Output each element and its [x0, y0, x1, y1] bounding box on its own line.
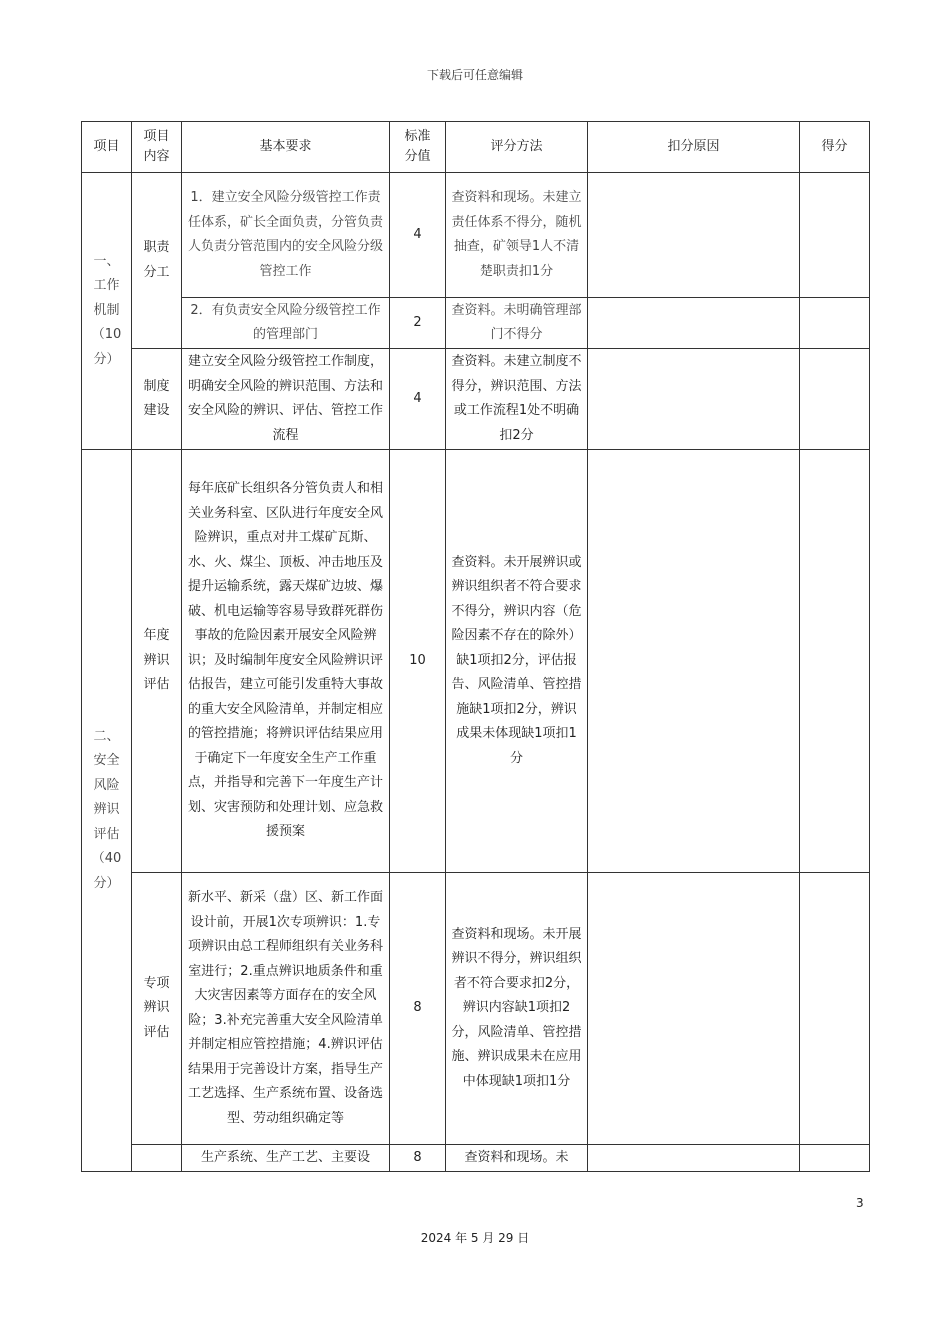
section-label: 一、 工作 机制 （10 分）: [82, 173, 132, 450]
scoring-table: [81, 121, 870, 1172]
table-row: [82, 173, 870, 298]
score-cell: 4: [390, 349, 446, 450]
got-score-cell: [800, 450, 870, 873]
method-cell: 查资料和现场。未建立责任体系不得分，随机抽查，矿领导1人不清楚职责扣1分: [446, 173, 588, 298]
header-got-score: 得分: [800, 122, 870, 173]
got-score-cell: [800, 173, 870, 298]
item-label: 专项 辨识 评估: [132, 873, 182, 1145]
method-cell: 查资料。未明确管理部门不得分: [446, 298, 588, 349]
deduction-reason-cell: [588, 873, 800, 1145]
got-score-cell: [800, 1145, 870, 1172]
item-label: 年度 辨识 评估: [132, 450, 182, 873]
header-deduction-reason: 扣分原因: [588, 122, 800, 173]
score-cell: 2: [390, 298, 446, 349]
section-label: 二、 安全 风险 辨识 评估 （40 分）: [82, 450, 132, 1172]
score-cell: 4: [390, 173, 446, 298]
requirement-cell: 建立安全风险分级管控工作制度，明确安全风险的辨识范围、方法和安全风险的辨识、评估、管控工作流程: [182, 349, 390, 450]
got-score-cell: [800, 349, 870, 450]
item-label: 制度 建设: [132, 349, 182, 450]
header-method: 评分方法: [446, 122, 588, 173]
got-score-cell: [800, 873, 870, 1145]
method-cell: 查资料。未开展辨识或辨识组织者不符合要求不得分，辨识内容（危险因素不存在的除外）缺1项扣2分，评估报告、风险清单、管控措施缺1项扣2分，辨识成果未体现缺1项扣1分: [446, 450, 588, 873]
item-label: [132, 1145, 182, 1172]
score-cell: 10: [390, 450, 446, 873]
deduction-reason-cell: [588, 450, 800, 873]
header-score: 标准 分值: [390, 122, 446, 173]
requirement-cell: 生产系统、生产工艺、主要设: [182, 1145, 390, 1172]
deduction-reason-cell: [588, 173, 800, 298]
header-item: 项目 内容: [132, 122, 182, 173]
deduction-reason-cell: [588, 1145, 800, 1172]
method-cell: 查资料。未建立制度不得分，辨识范围、方法或工作流程1处不明确扣2分: [446, 349, 588, 450]
deduction-reason-cell: [588, 298, 800, 349]
table-row: [82, 450, 870, 873]
requirement-cell: 2．有负责安全风险分级管控工作的管理部门: [182, 298, 390, 349]
table-row: [82, 1145, 870, 1172]
table-row: [82, 873, 870, 1145]
score-cell: 8: [390, 873, 446, 1145]
requirement-cell: 新水平、新采（盘）区、新工作面设计前，开展1次专项辨识：1.专项辨识由总工程师组织有关业务科室进行；2.重点辨识地质条件和重大灾害因素等方面存在的安全风险；3.补充完善重大安全风险清单并制定相应管控措施；4.辨识评估结果用于完善设计方案，指导生产工艺选择、生产系统布置、设备选型、劳动组织确定等: [182, 873, 390, 1145]
method-cell: 查资料和现场。未: [446, 1145, 588, 1172]
requirement-cell: 每年底矿长组织各分管负责人和相关业务科室、区队进行年度安全风险辨识，重点对井工煤矿瓦斯、水、火、煤尘、顶板、冲击地压及提升运输系统，露天煤矿边坡、爆破、机电运输等容易导致群死群伤事故的危险因素开展安全风险辨识；及时编制年度安全风险辨识评估报告，建立可能引发重特大事故的重大安全风险清单，并制定相应的管控措施；将辨识评估结果应用于确定下一年度安全生产工作重点，并指导和完善下一年度生产计划、灾害预防和处理计划、应急救援预案: [182, 450, 390, 873]
header-project: 项目: [82, 122, 132, 173]
method-cell: 查资料和现场。未开展辨识不得分，辨识组织者不符合要求扣2分，辨识内容缺1项扣2分，风险清单、管控措施、辨识成果未在应用中体现缺1项扣1分: [446, 873, 588, 1145]
requirement-cell: 1．建立安全风险分级管控工作责任体系，矿长全面负责，分管负责人负责分管范围内的安全风险分级管控工作: [182, 173, 390, 298]
score-cell: 8: [390, 1145, 446, 1172]
got-score-cell: [800, 298, 870, 349]
header-requirement: 基本要求: [182, 122, 390, 173]
table-row: [82, 298, 870, 349]
page-number: 3: [856, 1196, 864, 1210]
table-header-row: [82, 122, 870, 173]
deduction-reason-cell: [588, 349, 800, 450]
page-header-note: 下载后可任意编辑: [426, 68, 523, 82]
footer-date: 2024 年 5 月 29 日: [420, 1231, 530, 1245]
item-label: 职责 分工: [132, 173, 182, 349]
table-row: [82, 349, 870, 450]
